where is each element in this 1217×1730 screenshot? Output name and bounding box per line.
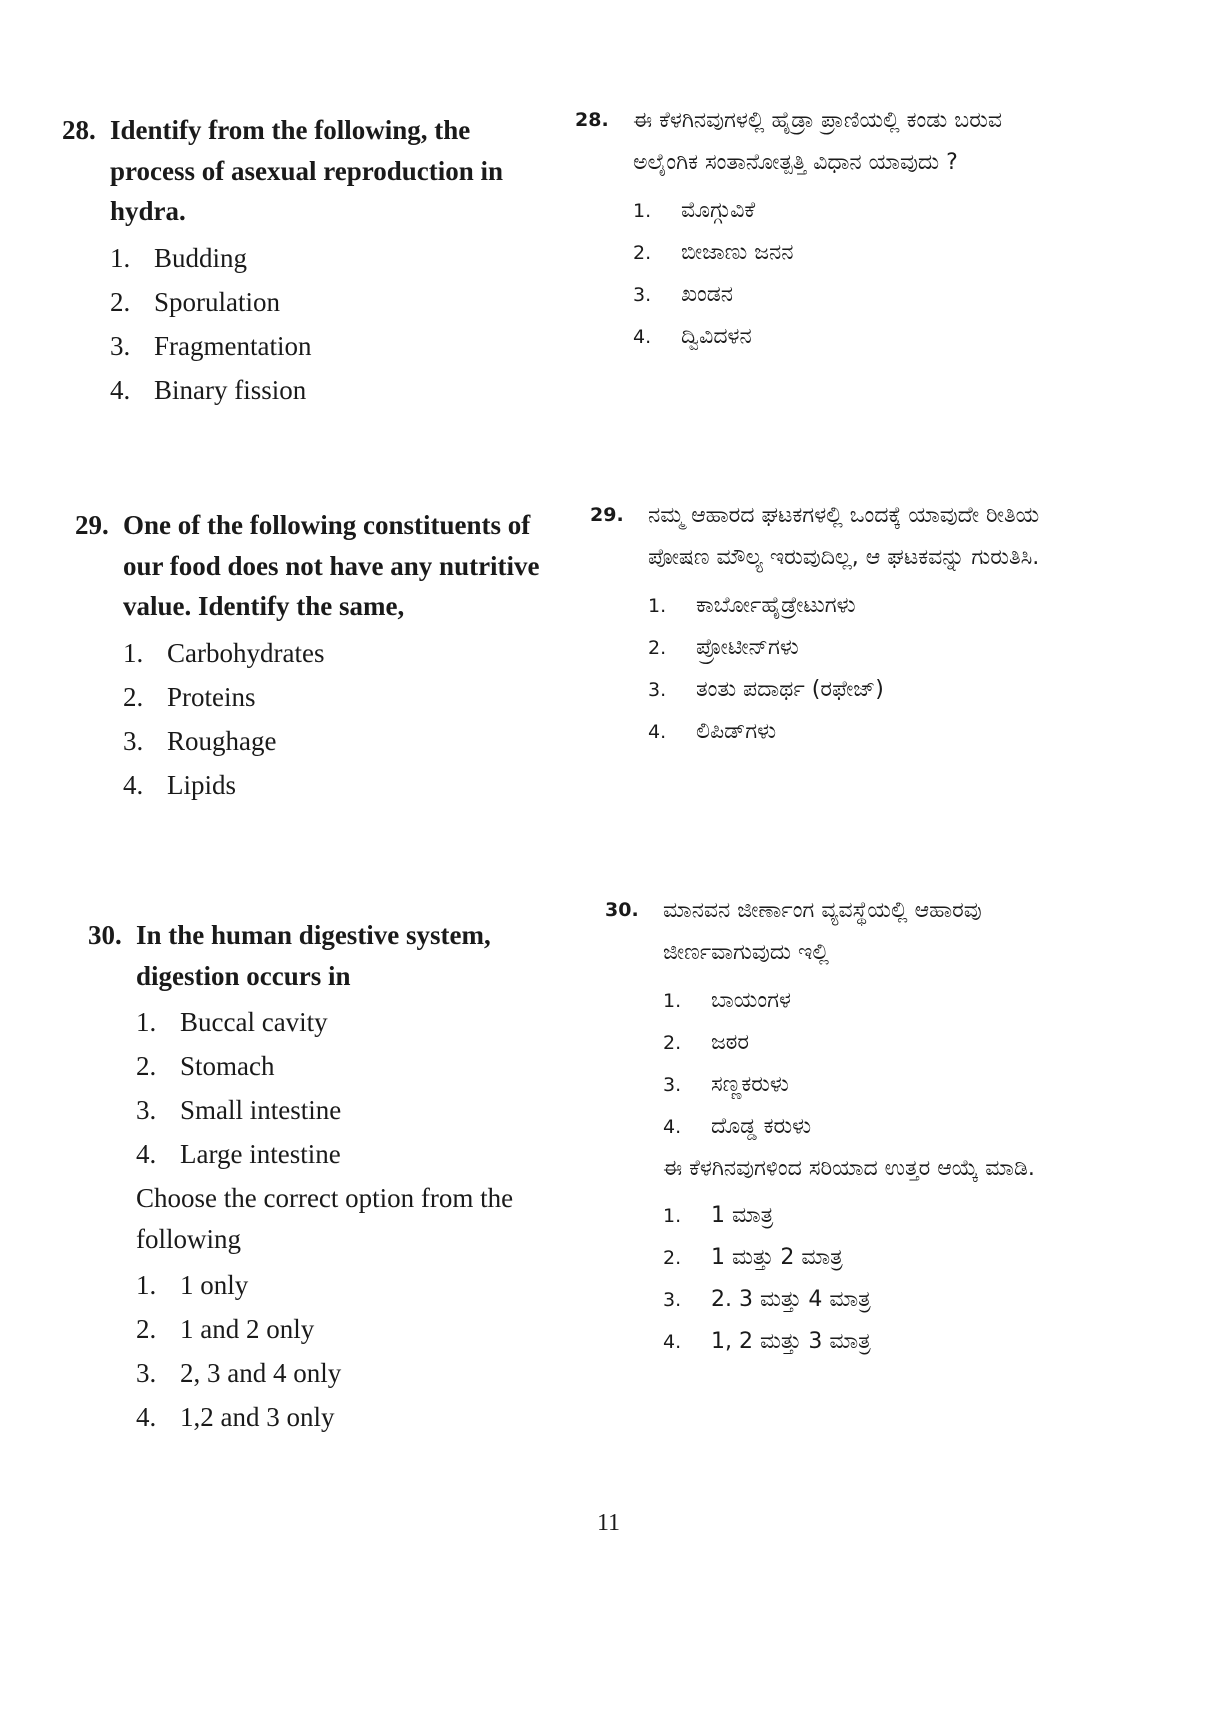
option-number: 4. [136, 1402, 157, 1432]
option-number: 3. [663, 1073, 682, 1096]
option-item [62, 370, 542, 414]
option-text: Buccal cavity [180, 1007, 328, 1037]
options-list [605, 980, 1085, 1148]
option-text: 1 only [180, 1270, 249, 1300]
question-text: In the human digestive system, digestion occurs in [136, 920, 491, 991]
option-number: 1. [110, 242, 131, 273]
option-number: 4. [663, 1331, 682, 1354]
question-29-en [75, 505, 555, 809]
option-text: Large intestine [180, 1139, 341, 1169]
option-item [75, 633, 555, 677]
question-30-kn [605, 890, 1085, 1363]
option-text: ಖಂಡನ [681, 281, 734, 307]
option-item [75, 677, 555, 721]
option-number: 3. [136, 1095, 157, 1125]
option-text: ತಂತು ಪದಾರ್ಥ (ರಫೇಜ್) [696, 676, 884, 702]
option-number: 4. [648, 720, 667, 743]
option-number: 4. [123, 769, 144, 800]
option-text: Lipids [167, 769, 237, 800]
option-text: ಲಿಪಿಡ್‌ಗಳು [696, 718, 777, 744]
option-item [62, 282, 542, 326]
answer-option-item [88, 1265, 578, 1309]
option-text: ಮೊಗ್ಗುವಿಕೆ [681, 197, 756, 223]
option-number: 3. [633, 283, 652, 306]
options-list [575, 190, 1055, 358]
question-text: Identify from the following, the process of asexual reproduction in hydra. [110, 115, 504, 226]
option-number: 1. [633, 199, 652, 222]
option-number: 3. [663, 1289, 682, 1312]
option-number: 1. [123, 637, 144, 668]
question-number: 30. [88, 920, 122, 950]
option-number: 4. [663, 1115, 682, 1138]
option-text: ಜಠರ [711, 1029, 750, 1055]
option-number: 4. [136, 1139, 157, 1169]
option-text: ಕಾರ್ಬೋಹೈಡ್ರೇಟುಗಳು [696, 592, 856, 618]
option-number: 2. [663, 1031, 682, 1054]
option-number: 3. [110, 330, 131, 361]
option-text: Budding [154, 242, 248, 273]
option-text: Binary fission [154, 374, 307, 405]
option-item [62, 326, 542, 370]
option-number: 3. [648, 678, 667, 701]
options-list [590, 585, 1070, 753]
option-text: 1 ಮಾತ್ರ [711, 1203, 774, 1229]
option-number: 1. [648, 594, 667, 617]
option-text: 2. 3 ಮತ್ತು 4 ಮಾತ್ರ [711, 1287, 871, 1313]
option-item [62, 238, 542, 282]
option-number: 1. [663, 989, 682, 1012]
question-number: 28. [575, 109, 609, 131]
option-item [575, 316, 1055, 358]
option-item [575, 190, 1055, 232]
option-item [590, 669, 1070, 711]
option-number: 2. [123, 681, 144, 712]
option-text: Proteins [167, 681, 256, 712]
option-item [575, 274, 1055, 316]
answer-options-list [605, 1195, 1085, 1363]
option-text: Small intestine [180, 1095, 342, 1125]
option-item [75, 765, 555, 809]
option-number: 3. [123, 725, 144, 756]
option-text: Roughage [167, 725, 277, 756]
option-number: 2. [633, 241, 652, 264]
option-number: 3. [136, 1358, 157, 1388]
option-number: 4. [633, 325, 652, 348]
answer-options-list [88, 1265, 578, 1441]
option-text: Stomach [180, 1051, 275, 1081]
option-text: ಪ್ರೋಟೀನ್‌ಗಳು [696, 634, 799, 660]
answer-option-item [605, 1237, 1085, 1279]
question-number: 29. [75, 510, 109, 540]
option-item [605, 980, 1085, 1022]
question-number: 30. [605, 899, 639, 921]
answer-option-item [605, 1279, 1085, 1321]
option-item [605, 1022, 1085, 1064]
option-text: 1, 2 ಮತ್ತು 3 ಮಾತ್ರ [711, 1329, 871, 1355]
question-28-kn [575, 100, 1055, 358]
option-number: 2. [648, 636, 667, 659]
option-item [88, 1090, 578, 1134]
option-text: 1,2 and 3 only [180, 1402, 335, 1432]
question-28-en [62, 110, 542, 414]
answer-option-item [605, 1195, 1085, 1237]
option-text: ದೊಡ್ಡ ಕರುಳು [711, 1113, 812, 1139]
answer-option-item [88, 1309, 578, 1353]
option-item [88, 1002, 578, 1046]
question-30-en [88, 915, 578, 1441]
option-text: 1 and 2 only [180, 1314, 315, 1344]
option-item [75, 721, 555, 765]
option-text: Sporulation [154, 286, 280, 317]
answer-option-item [605, 1321, 1085, 1363]
option-text: 2, 3 and 4 only [180, 1358, 342, 1388]
option-text: ದ್ವಿವಿದಳನ [681, 323, 752, 349]
question-number: 28. [62, 115, 96, 145]
option-item [590, 711, 1070, 753]
question-29-kn [590, 495, 1070, 753]
question-text: ಈ ಕೆಳಗಿನವುಗಳಲ್ಲಿ ಹೈಡ್ರಾ ಪ್ರಾಣಿಯಲ್ಲಿ ಕಂಡು ಬರುವ ಅಲೈಂಗಿಕ ಸಂತಾನೋತ್ಪತ್ತಿ ವಿಧಾನ ಯಾವುದು ? [633, 108, 1002, 175]
question-number: 29. [590, 504, 624, 526]
option-number: 2. [663, 1247, 682, 1270]
option-text: ಸಣ್ಣಕರುಳು [711, 1071, 789, 1097]
option-item [88, 1046, 578, 1090]
option-item [575, 232, 1055, 274]
option-number: 2. [136, 1051, 157, 1081]
option-item [590, 627, 1070, 669]
answer-option-item [88, 1353, 578, 1397]
options-list [75, 633, 555, 809]
option-number: 1. [136, 1007, 157, 1037]
option-text: 1 ಮತ್ತು 2 ಮಾತ್ರ [711, 1245, 843, 1271]
options-list [88, 1002, 578, 1178]
option-number: 1. [136, 1270, 157, 1300]
instruction-text: Choose the correct option from the following [136, 1183, 514, 1254]
answer-option-item [88, 1397, 578, 1441]
options-list [62, 238, 542, 414]
option-text: Carbohydrates [167, 637, 325, 668]
question-text: ನಮ್ಮ ಆಹಾರದ ಘಟಕಗಳಲ್ಲಿ ಒಂದಕ್ಕೆ ಯಾವುದೇ ರೀತಿಯ ಪೋಷಣ ಮೌಲ್ಯ ಇರುವುದಿಲ್ಲ, ಆ ಘಟಕವನ್ನು ಗುರುತಿಸಿ. [648, 503, 1040, 570]
option-text: ಬೀಜಾಣು ಜನನ [681, 239, 794, 265]
instruction-text: ಈ ಕೆಳಗಿನವುಗಳಿಂದ ಸರಿಯಾದ ಉತ್ತರ ಆಯ್ಕೆ ಮಾಡಿ. [663, 1155, 1035, 1181]
option-number: 1. [663, 1205, 682, 1228]
option-item [590, 585, 1070, 627]
option-item [605, 1064, 1085, 1106]
option-number: 4. [110, 374, 131, 405]
option-number: 2. [136, 1314, 157, 1344]
option-text: ಬಾಯಂಗಳ [711, 987, 791, 1013]
question-text: One of the following constituents of our food does not have any nutritive value. Identify the same, [123, 510, 540, 621]
question-text: ಮಾನವನ ಜೀರ್ಣಾಂಗ ವ್ಯವಸ್ಥೆಯಲ್ಲಿ ಆಹಾರವು ಜೀರ್ಣವಾಗುವುದು ಇಲ್ಲಿ [663, 898, 982, 965]
page-number: 11 [596, 1510, 621, 1536]
option-item [88, 1134, 578, 1178]
option-item [605, 1106, 1085, 1148]
option-text: Fragmentation [154, 330, 312, 361]
option-number: 2. [110, 286, 131, 317]
